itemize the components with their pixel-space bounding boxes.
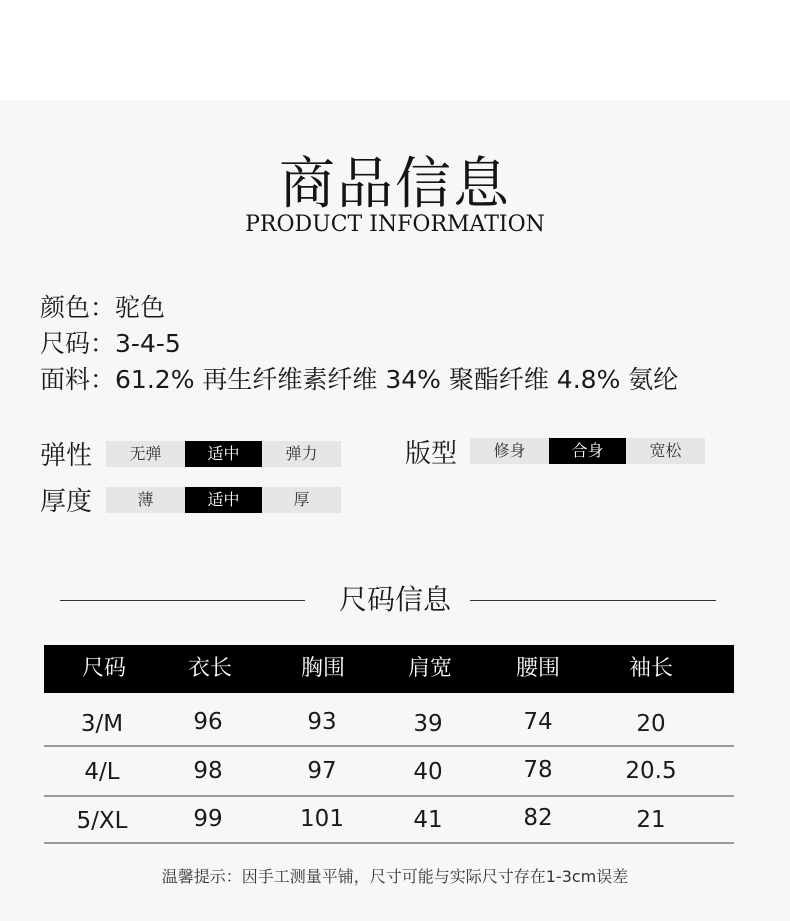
fit-option-regular: 合身 xyxy=(549,438,626,464)
thickness-option-thick: 厚 xyxy=(262,487,341,513)
cell-length: 98 xyxy=(193,758,223,784)
cell-shoulder: 40 xyxy=(413,759,443,785)
cell-chest: 97 xyxy=(307,758,337,784)
cell-size: 3/M xyxy=(80,711,124,737)
cell-shoulder: 41 xyxy=(413,807,443,833)
info-fabric-label: 面料 xyxy=(40,365,91,394)
page-title: 商品信息 xyxy=(279,152,511,217)
page-subtitle: PRODUCT INFORMATION xyxy=(245,212,545,237)
cell-waist: 78 xyxy=(523,757,553,783)
info-size-sep: ： xyxy=(90,329,116,358)
cell-shoulder: 39 xyxy=(413,711,443,737)
header-size: 尺码 xyxy=(81,656,126,681)
cell-chest: 93 xyxy=(307,709,337,735)
thickness-option-medium: 适中 xyxy=(185,487,262,513)
header-waist: 腰围 xyxy=(515,656,560,681)
info-fabric-value: 61.2% 再生纤维素纤维 34% 聚酯纤维 4.8% 氨纶 xyxy=(115,365,679,394)
info-fabric xyxy=(40,360,678,396)
info-size-label: 尺码 xyxy=(40,329,91,358)
elasticity-option-medium: 适中 xyxy=(185,441,262,467)
elasticity-option-none: 无弹 xyxy=(106,441,185,467)
header-chest: 胸围 xyxy=(300,656,345,681)
header-shoulder: 肩宽 xyxy=(407,656,452,681)
cell-length: 96 xyxy=(193,709,223,735)
row-divider xyxy=(44,795,734,797)
cell-waist: 74 xyxy=(523,709,553,735)
info-color xyxy=(40,288,165,324)
info-color-value: 驼色 xyxy=(115,293,166,322)
info-size xyxy=(40,324,181,360)
fit-option-slim: 修身 xyxy=(470,438,549,464)
elasticity-label: 弹性 xyxy=(40,441,93,471)
elasticity-option-stretch: 弹力 xyxy=(262,441,341,467)
size-heading-rule-right xyxy=(470,600,716,601)
thickness-label: 厚度 xyxy=(40,487,93,517)
row-divider xyxy=(44,842,734,844)
cell-length: 99 xyxy=(193,806,223,832)
info-size-value: 3-4-5 xyxy=(115,329,181,358)
cell-waist: 82 xyxy=(523,805,553,831)
size-table-header xyxy=(44,645,734,693)
cell-size: 4/L xyxy=(84,759,120,785)
info-color-label: 颜色 xyxy=(40,293,91,322)
measurement-note: 温馨提示：因手工测量平铺，尺寸可能与实际尺寸存在1-3cm误差 xyxy=(161,867,629,886)
cell-sleeve: 20.5 xyxy=(625,758,677,784)
header-sleeve: 袖长 xyxy=(628,656,673,681)
info-fabric-sep: ： xyxy=(90,365,116,394)
fit-option-loose: 宽松 xyxy=(626,438,705,464)
fit-label: 版型 xyxy=(405,439,458,469)
cell-chest: 101 xyxy=(300,806,344,832)
header-length: 衣长 xyxy=(187,656,232,681)
cell-sleeve: 20 xyxy=(636,711,666,737)
cell-size: 5/XL xyxy=(76,808,128,834)
thickness-option-thin: 薄 xyxy=(106,487,185,513)
info-color-sep: ： xyxy=(90,293,116,322)
row-divider xyxy=(44,745,734,747)
size-heading: 尺码信息 xyxy=(338,583,451,616)
cell-sleeve: 21 xyxy=(636,807,666,833)
